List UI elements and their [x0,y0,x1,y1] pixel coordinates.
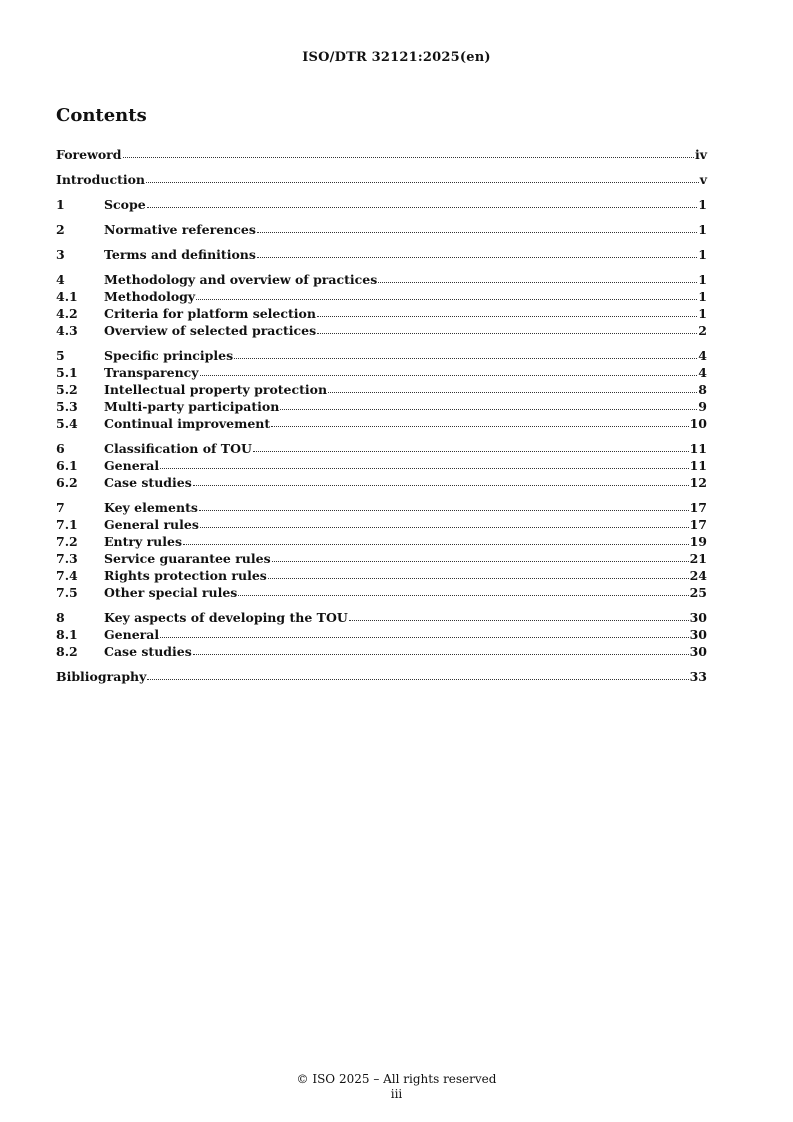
toc-entry-page[interactable]: v [699,172,707,187]
toc-leader-dots [257,246,697,258]
toc-leader-dots [234,347,697,359]
toc-entry[interactable] [56,550,707,567]
toc-leader-dots [271,415,688,427]
toc-entry[interactable] [56,609,707,626]
toc-entry-label[interactable]: Case studies [104,475,192,490]
toc-leader-dots [253,440,689,452]
toc-entry[interactable] [56,457,707,474]
toc-entry-page[interactable]: 4 [698,348,707,363]
toc-entry-label[interactable]: Entry rules [104,534,183,549]
toc-entry-label[interactable]: Overview of selected practices [104,323,317,338]
toc-entry[interactable] [56,221,707,238]
table-of-contents [56,146,707,685]
toc-entry-label[interactable]: Introduction [56,172,146,187]
toc-entry-label[interactable]: Multi-party participation [104,399,280,414]
toc-entry-number: 5.3 [56,399,78,414]
toc-entry-label[interactable]: Terms and definitions [104,247,256,262]
toc-leader-dots [200,364,698,376]
toc-entry-label[interactable]: Case studies [104,644,192,659]
toc-entry-label[interactable]: Normative references [104,222,256,237]
toc-entry[interactable] [56,668,707,685]
toc-entry-number: 4.3 [56,323,78,338]
toc-entry-page[interactable]: 30 [689,627,707,642]
toc-entry-number: 8.2 [56,644,78,659]
toc-entry-page[interactable]: 1 [698,289,707,304]
toc-entry-number: 5 [56,348,65,363]
toc-entry-page[interactable]: 12 [689,475,707,490]
toc-entry-number: 2 [56,222,65,237]
toc-leader-dots [147,668,688,680]
toc-entry[interactable] [56,288,707,305]
toc-entry[interactable] [56,499,707,516]
toc-leader-dots [123,146,694,158]
toc-entry-page[interactable]: 1 [698,272,707,287]
toc-entry-number: 7.1 [56,517,78,532]
toc-entry[interactable] [56,516,707,533]
toc-entry-label[interactable]: Key elements [104,500,198,515]
toc-entry[interactable] [56,271,707,288]
toc-entry-number: 6 [56,441,65,456]
toc-entry[interactable] [56,381,707,398]
toc-leader-dots [147,196,698,208]
toc-entry-label[interactable]: General rules [104,517,199,532]
toc-entry-number: 6.2 [56,475,78,490]
toc-leader-dots [378,271,697,283]
toc-entry-page[interactable]: 24 [689,568,707,583]
toc-entry-label[interactable]: Bibliography [56,669,147,684]
toc-entry-label[interactable]: General [104,458,160,473]
toc-leader-dots [268,567,689,579]
toc-entry-number: 5.2 [56,382,78,397]
toc-leader-dots [146,171,699,183]
toc-entry-number: 5.1 [56,365,78,380]
toc-leader-dots [160,626,688,638]
toc-entry-page[interactable]: 4 [698,365,707,380]
toc-entry[interactable] [56,584,707,601]
toc-entry[interactable] [56,196,707,213]
toc-leader-dots [280,398,697,410]
toc-entry[interactable] [56,246,707,263]
toc-leader-dots [317,322,697,334]
toc-entry[interactable] [56,626,707,643]
toc-leader-dots [160,457,688,469]
toc-entry-number: 8 [56,610,65,625]
document-header: ISO/DTR 32121:2025(en) [302,50,491,65]
toc-leader-dots [238,584,688,596]
toc-leader-dots [317,305,697,317]
toc-entry-page[interactable]: iv [694,147,707,162]
toc-leader-dots [200,516,689,528]
toc-entry-number: 7.2 [56,534,78,549]
toc-entry-page[interactable]: 30 [689,610,707,625]
toc-leader-dots [328,381,697,393]
toc-entry[interactable] [56,643,707,660]
toc-entry-label[interactable]: Criteria for platform selection [104,306,316,321]
toc-entry-number: 5.4 [56,416,78,431]
toc-entry-label[interactable]: Service guarantee rules [104,551,271,566]
toc-leader-dots [183,533,689,545]
toc-entry-number: 7.4 [56,568,78,583]
toc-entry[interactable] [56,533,707,550]
toc-entry-page[interactable]: 8 [698,382,707,397]
toc-entry-number: 7 [56,500,65,515]
copyright-notice: © ISO 2025 – All rights reserved [296,1072,497,1086]
toc-entry-label[interactable]: Transparency [104,365,199,380]
toc-leader-dots [349,609,689,621]
toc-entry-page[interactable]: 9 [698,399,707,414]
toc-entry-label[interactable]: Other special rules [104,585,238,600]
toc-entry[interactable] [56,440,707,457]
toc-entry-number: 7.3 [56,551,78,566]
toc-entry-number: 4.1 [56,289,78,304]
toc-entry[interactable] [56,347,707,364]
toc-leader-dots [272,550,689,562]
toc-entry[interactable] [56,415,707,432]
toc-leader-dots [257,221,697,233]
toc-entry-number: 8.1 [56,627,78,642]
toc-entry[interactable] [56,305,707,322]
toc-entry-number: 1 [56,197,65,212]
toc-entry-page[interactable]: 19 [689,534,707,549]
toc-entry-label[interactable]: Classification of TOU [104,441,252,456]
toc-entry-page[interactable]: 1 [698,247,707,262]
toc-entry-page[interactable]: 33 [689,669,707,684]
toc-entry-label[interactable]: Specific principles [104,348,234,363]
toc-leader-dots [199,499,689,511]
contents-title: Contents [56,105,147,126]
page-footer [0,1072,793,1102]
toc-entry-label[interactable]: Methodology and overview of practices [104,272,378,287]
toc-entry-label[interactable]: Scope [104,197,146,212]
toc-entry-page[interactable]: 1 [698,222,707,237]
toc-entry[interactable] [56,322,707,339]
toc-leader-dots [193,643,689,655]
toc-entry-label[interactable]: Rights protection rules [104,568,267,583]
toc-entry-page[interactable]: 17 [689,500,707,515]
toc-leader-dots [196,288,697,300]
toc-leader-dots [193,474,689,486]
toc-entry[interactable] [56,567,707,584]
toc-entry-number: 7.5 [56,585,78,600]
toc-entry[interactable] [56,171,707,188]
toc-entry-number: 4.2 [56,306,78,321]
toc-entry-number: 4 [56,272,65,287]
toc-entry-label[interactable]: General [104,627,160,642]
page-number: iii [390,1087,403,1101]
toc-entry[interactable] [56,474,707,491]
toc-entry-label[interactable]: Continual improvement [104,416,271,431]
toc-entry-page[interactable]: 21 [689,551,707,566]
toc-entry-number: 6.1 [56,458,78,473]
toc-entry-label[interactable]: Key aspects of developing the TOU [104,610,348,625]
toc-entry-page[interactable]: 11 [689,441,707,456]
toc-entry-page[interactable]: 10 [689,416,707,431]
toc-entry[interactable] [56,364,707,381]
toc-entry-number: 3 [56,247,65,262]
toc-entry-page[interactable]: 25 [689,585,707,600]
toc-entry[interactable] [56,398,707,415]
toc-entry-label[interactable]: Foreword [56,147,122,162]
toc-entry-label[interactable]: Intellectual property protection [104,382,328,397]
toc-entry-label[interactable]: Methodology [104,289,196,304]
toc-entry-page[interactable]: 1 [698,306,707,321]
toc-entry-page[interactable]: 2 [698,323,707,338]
toc-entry-page[interactable]: 1 [698,197,707,212]
toc-entry-page[interactable]: 11 [689,458,707,473]
toc-entry-page[interactable]: 17 [689,517,707,532]
toc-entry[interactable] [56,146,707,163]
toc-entry-page[interactable]: 30 [689,644,707,659]
